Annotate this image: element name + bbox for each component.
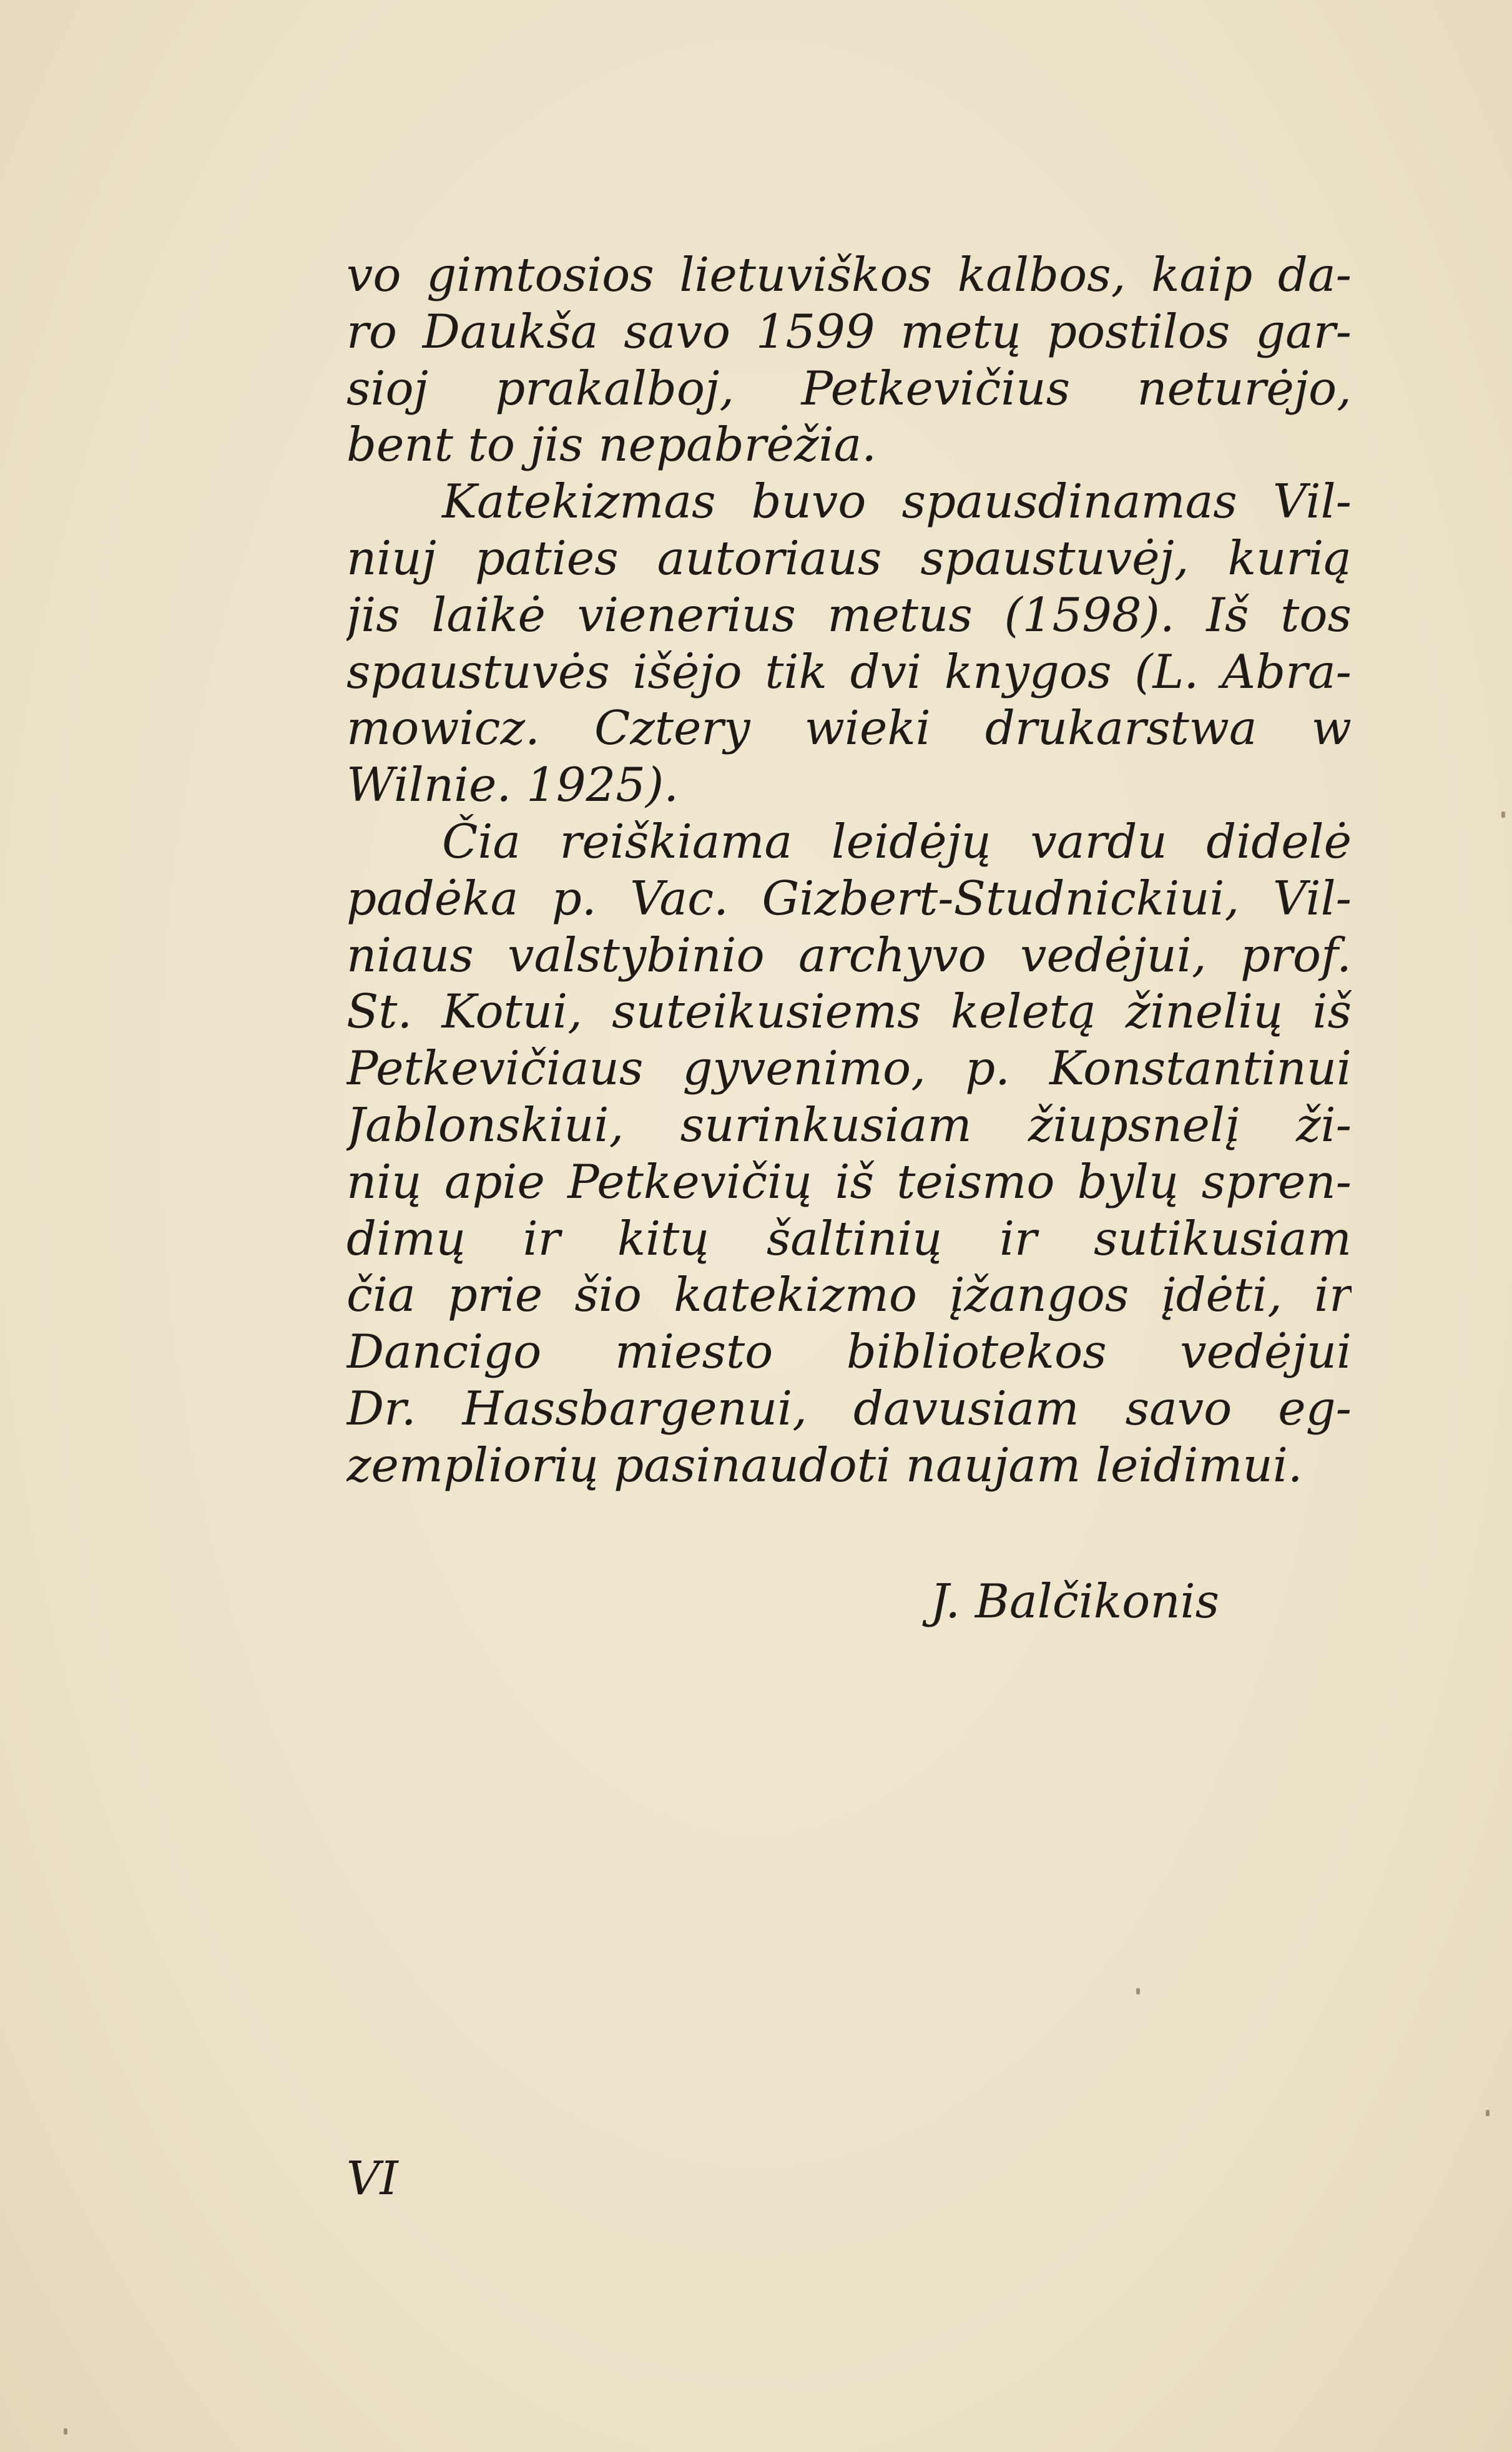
body-text [346, 247, 1352, 1494]
text-line: sioj prakalboj, Petkevičius neturėjo, [346, 360, 1352, 416]
paper-speck [1136, 1988, 1140, 1994]
text-line: Dr. Hassbargenui, davusiam savo eg- [346, 1380, 1352, 1436]
text-line: niuj paties autoriaus spaustuvėj, kurią [346, 530, 1352, 586]
text-line: nių apie Petkevičių iš teismo bylų spren- [346, 1154, 1352, 1209]
text-line: Petkevičiaus gyvenimo, p. Konstantinui [346, 1041, 1352, 1096]
text-line: Katekizmas buvo spausdinamas Vil- [442, 474, 1352, 529]
author-signature: J. Balčikonis [930, 1574, 1220, 1629]
text-line: Wilnie. 1925). [346, 757, 679, 813]
text-line: čia prie šio katekizmo įžangos įdėti, ir [346, 1267, 1352, 1323]
text-line: Čia reiškiama leidėjų vardu didelė [442, 813, 1352, 869]
text-line: St. Kotui, suteikusiems keletą žinelių iš [346, 984, 1352, 1039]
paper-speck [1501, 812, 1505, 818]
text-line: Jablonskiui, surinkusiam žiupsnelį ži- [346, 1097, 1352, 1152]
text-line: jis laikė vienerius metus (1598). Iš tos [346, 587, 1352, 642]
text-line: mowicz. Cztery wieki drukarstwa w [346, 700, 1352, 756]
text-line: spaustuvės išėjo tik dvi knygos (L. Abra- [346, 644, 1352, 699]
paper-speck [64, 2428, 67, 2435]
text-line: Dancigo miesto bibliotekos vedėjui [346, 1324, 1352, 1380]
text-line: ro Daukša savo 1599 metų postilos gar- [346, 303, 1352, 359]
text-line: dimų ir kitų šaltinių ir sutikusiam [346, 1210, 1352, 1266]
paper-speck [1486, 2110, 1490, 2116]
text-line: padėka p. Vac. Gizbert-Studnickiui, Vil- [346, 870, 1352, 926]
text-line: bent to jis nepabrėžia. [346, 417, 877, 473]
text-line: zempliorių pasinaudoti naujam leidimui. [346, 1437, 1303, 1493]
text-line: vo gimtosios lietuviškos kalbos, kaip da- [346, 247, 1352, 302]
page-number: VI [346, 2152, 398, 2205]
text-line: niaus valstybinio archyvo vedėjui, prof. [346, 927, 1352, 983]
